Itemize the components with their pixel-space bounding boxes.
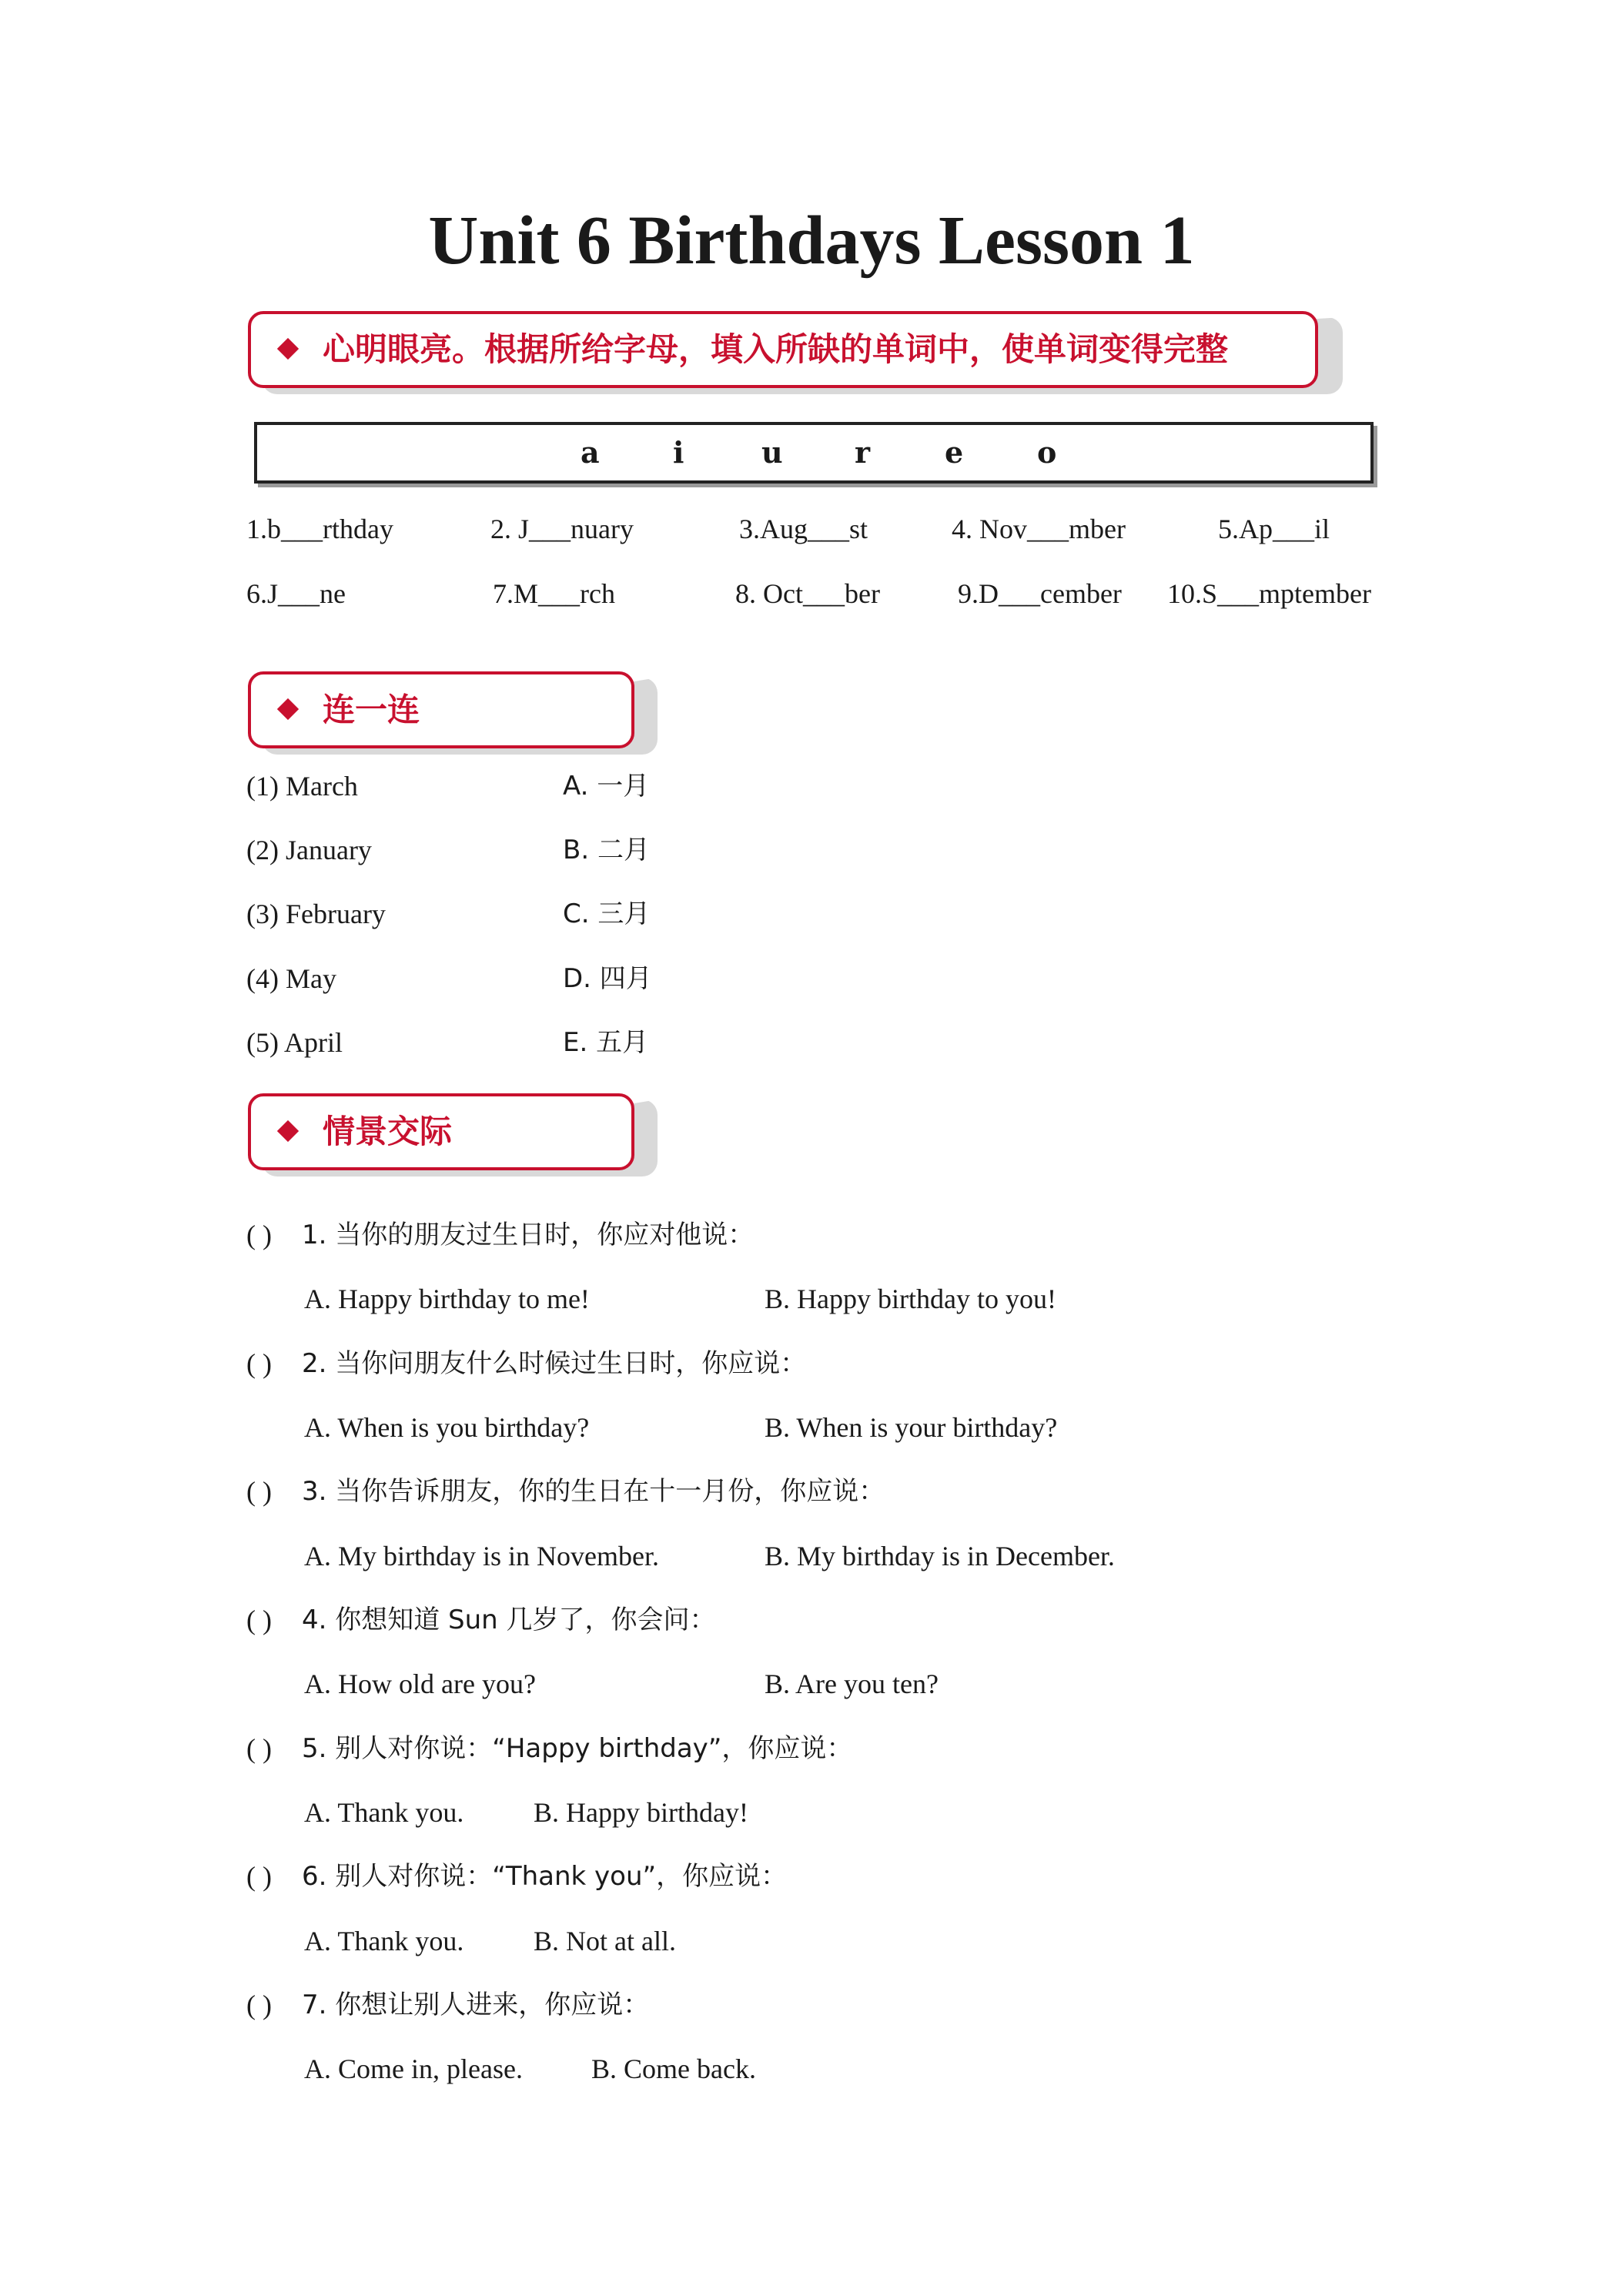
section-banner-matching [248,671,634,748]
diamond-icon [277,338,299,360]
question-text: 4. 你想知道 Sun 几岁了，你会问： [302,1605,716,1635]
option-a: A. When is you birthday? [304,1412,590,1443]
option-a: A. Happy birthday to me! [304,1284,590,1314]
match-left-item: (5) April [246,1027,343,1058]
option-b: B. Are you ten? [765,1668,939,1699]
letter: o [1037,435,1057,470]
match-left-item: (4) May [246,963,336,994]
match-right-item: C. 三月 [563,899,651,929]
answer-blank[interactable]: ( ) [246,1220,272,1250]
option-b: B. Happy birthday to you! [765,1284,1056,1314]
answer-blank[interactable]: ( ) [246,1348,272,1379]
match-left-item: (1) March [246,771,358,802]
match-left-item: (3) February [246,899,386,929]
match-right-item: E. 五月 [563,1027,649,1058]
fill-blank-item: 8. Oct___ber [735,578,880,609]
letter: i [673,435,684,470]
fill-blank-item: 10.S___mptember [1167,578,1371,609]
fill-blank-item: 1.b___rthday [246,514,393,544]
letter: e [945,435,964,470]
fill-blank-item: 9.D___cember [958,578,1122,609]
question-text: 1. 当你的朋友过生日时，你应对他说： [302,1220,755,1250]
option-a: A. How old are you? [304,1668,536,1699]
letter: r [855,435,871,470]
option-a: A. Come in, please. [304,2053,523,2084]
option-b: B. When is your birthday? [765,1412,1058,1443]
fill-blank-item: 5.Ap___il [1218,514,1330,544]
option-b: B. My birthday is in December. [765,1541,1115,1571]
diamond-icon [277,698,299,720]
question-text: 6. 别人对你说：“Thank you”，你应说： [302,1861,788,1892]
fill-blank-item: 3.Aug___st [739,514,868,544]
fill-blank-item: 7.M___rch [493,578,615,609]
question-text: 3. 当你告诉朋友，你的生日在十一月份，你应说： [302,1476,885,1507]
match-right-item: B. 二月 [563,835,650,865]
answer-blank[interactable]: ( ) [246,1733,272,1764]
option-a: A. Thank you. [304,1797,464,1828]
fill-blank-item: 4. Nov___mber [952,514,1126,544]
answer-blank[interactable]: ( ) [246,1605,272,1635]
answer-blank[interactable]: ( ) [246,1861,272,1892]
question-text: 2. 当你问朋友什么时候过生日时，你应说： [302,1348,807,1379]
section-heading: 情景交际 [323,1113,453,1150]
diamond-icon [277,1120,299,1142]
letter-box [254,422,1374,484]
answer-blank[interactable]: ( ) [246,1476,272,1507]
option-a: A. Thank you. [304,1926,464,1956]
section-heading: 心明眼亮。根据所给字母，填入所缺的单词中，使单词变得完整 [323,330,1229,368]
option-a: A. My birthday is in November. [304,1541,659,1571]
letter: a [581,435,600,470]
section-banner-situational [248,1093,634,1170]
letter: u [761,435,783,470]
fill-blank-item: 2. J___nuary [490,514,634,544]
match-right-item: D. 四月 [563,963,652,994]
section-banner-fill-blanks [248,311,1318,388]
option-b: B. Happy birthday! [534,1797,748,1828]
section-heading: 连一连 [323,691,420,728]
question-text: 7. 你想让别人进来，你应说： [302,1990,650,2020]
question-text: 5. 别人对你说：“Happy birthday”，你应说： [302,1733,853,1764]
answer-blank[interactable]: ( ) [246,1990,272,2020]
option-b: B. Not at all. [534,1926,676,1956]
fill-blank-item: 6.J___ne [246,578,346,609]
match-left-item: (2) January [246,835,372,865]
option-b: B. Come back. [591,2053,756,2084]
page-title: Unit 6 Birthdays Lesson 1 [428,202,1195,279]
match-right-item: A. 一月 [563,771,650,802]
